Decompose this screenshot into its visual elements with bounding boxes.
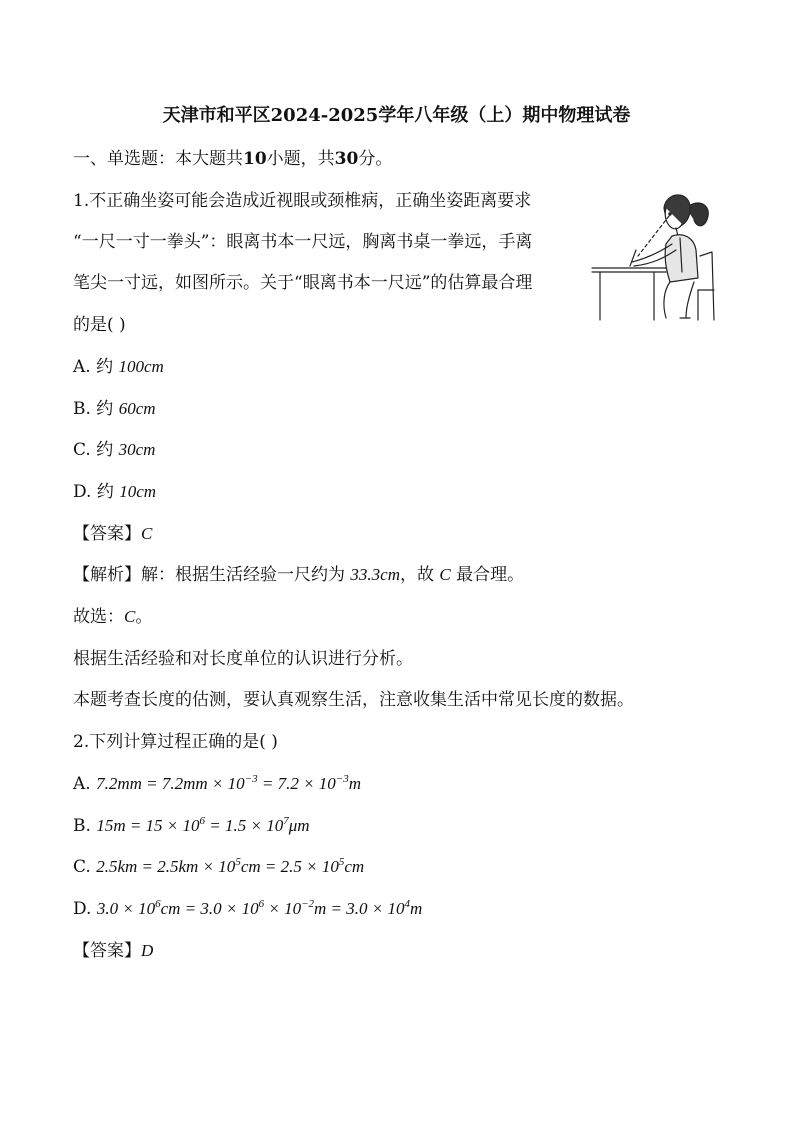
- q2-option-d: D. $3.0 \times 10^6cm = 3.0 \times 10^6 \times 10^{-2}m = 3.0 \times 10^4m$: [73, 898, 423, 919]
- q1-stem-line4: 的是( ): [73, 315, 126, 335]
- q1-option-a: A. 约 100cm: [73, 357, 164, 377]
- q2-option-b: B. $15m = 15 \times 10^6 = 1.5 \times 10^7\mu m$: [73, 815, 310, 836]
- q2-stem: 2.下列计算过程正确的是( ): [73, 732, 278, 752]
- q1-option-d: D. 约 10cm: [73, 482, 157, 502]
- section-header: 一、单选题：本大题共10小题，共30分。: [73, 149, 393, 169]
- total-points: 30: [334, 149, 359, 169]
- q1-note-1: 根据生活经验和对长度单位的认识进行分析。: [73, 649, 413, 669]
- student-at-desk-drawing: [590, 186, 720, 322]
- sitting-posture-illustration: [590, 186, 720, 322]
- q1-stem-line3: 笔尖一寸远，如图所示。关于“眼离书本一尺远”的估算最合理: [73, 273, 533, 293]
- q1-answer: 【答案】C: [73, 524, 153, 544]
- q2-option-a: A. $7.2mm = 7.2mm \times 10^{-3} = 7.2 \times 10^{-3}m$: [73, 773, 362, 794]
- q2-option-c: C. $2.5km = 2.5km \times 10^5cm = 2.5 \times 10^5cm$: [73, 856, 365, 877]
- question-count: 10: [243, 149, 267, 169]
- q1-stem-line2: “一尺一寸一拳头”：眼离书本一尺远，胸离书桌一拳远，手离: [73, 232, 533, 252]
- q1-choice: 故选：C。: [73, 607, 153, 627]
- q1-analysis: 【解析】解：根据生活经验一尺约为 33.3cm，故 C 最合理。: [73, 565, 525, 585]
- q1-note-2: 本题考查长度的估测，要认真观察生活，注意收集生活中常见长度的数据。: [73, 690, 634, 710]
- q1-stem-line1: 1.不正确坐姿可能会造成近视眼或颈椎病，正确坐姿距离要求: [73, 191, 532, 211]
- q1-option-c: C. 约 30cm: [73, 440, 156, 460]
- page-title: 天津市和平区2024-2025学年八年级（上）期中物理试卷: [162, 105, 631, 126]
- q1-option-b: B. 约 60cm: [73, 399, 156, 419]
- q2-answer: 【答案】D: [73, 941, 154, 961]
